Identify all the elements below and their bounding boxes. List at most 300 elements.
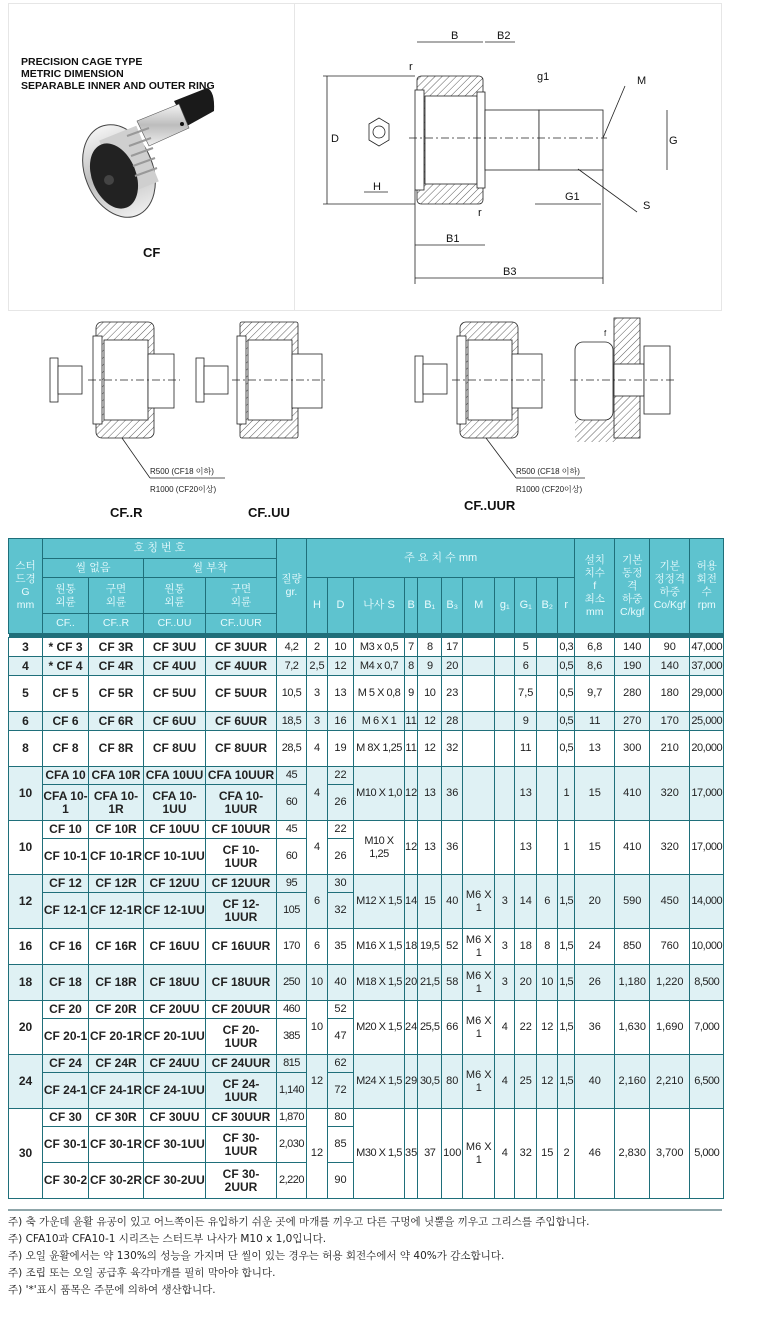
cell-r: 1 <box>558 821 575 875</box>
cell-part-number: CF 4R <box>89 657 144 676</box>
cell-part-number: CF 20- 1UUR <box>206 1019 277 1055</box>
cell-part-number: CF 30-1 <box>43 1127 89 1163</box>
variant-label-cf-uur: CF..UUR <box>464 498 516 513</box>
cell-part-number: CF 12UU <box>144 875 206 893</box>
svg-text:M: M <box>637 75 647 87</box>
cell-part-number: CF 12-1 <box>43 893 89 929</box>
cell-part-number: CF 24-1UU <box>144 1073 206 1109</box>
col-cyl-outer: 원통 외륜 <box>43 578 89 614</box>
cell-part-number: CF 24- 1UUR <box>206 1073 277 1109</box>
cell-part-number: CF 8R <box>89 731 144 767</box>
cell-g1 <box>495 657 515 676</box>
spec-table <box>8 538 724 1199</box>
cell-part-number: CF 3UU <box>144 638 206 657</box>
cell-f: 36 <box>575 1001 615 1055</box>
cell-stud-dia: 12 <box>9 875 43 929</box>
svg-text:B: B <box>451 30 459 42</box>
cell-g1: 4 <box>495 1055 515 1109</box>
code-cf-uu: CF..UU <box>144 614 206 634</box>
variant-drawings <box>0 312 780 522</box>
col-H: H <box>307 578 328 634</box>
cell-B1: 37 <box>418 1109 442 1199</box>
cell-part-number: CF 30R <box>89 1109 144 1127</box>
cell-H: 4 <box>307 821 328 875</box>
table-row <box>9 712 724 731</box>
cell-g1 <box>495 821 515 875</box>
cell-B3: 36 <box>442 821 463 875</box>
cell-mass: 105 <box>277 893 307 929</box>
cell-rpm: 14,000 <box>690 875 724 929</box>
cell-part-number: CF 5 <box>43 676 89 712</box>
cell-D: 52 <box>328 1001 354 1019</box>
cell-M <box>463 676 495 712</box>
cell-S: M3 x 0,5 <box>354 638 405 657</box>
cell-Co: 180 <box>650 676 690 712</box>
cell-B: 9 <box>405 676 418 712</box>
cell-part-number: CF 20UUR <box>206 1001 277 1019</box>
cell-rpm: 17,000 <box>690 767 724 821</box>
cell-D: 72 <box>328 1073 354 1109</box>
cell-stud-dia: 20 <box>9 1001 43 1055</box>
cell-S: M10 X 1,25 <box>354 821 405 875</box>
cell-B2: 15 <box>537 1109 558 1199</box>
cell-part-number: CFA 10UU <box>144 767 206 785</box>
cell-B1: 8 <box>418 638 442 657</box>
cell-part-number: CF 24-1 <box>43 1073 89 1109</box>
cell-H: 2 <box>307 638 328 657</box>
cell-part-number: CF 20UU <box>144 1001 206 1019</box>
cell-G1: 14 <box>515 875 537 929</box>
cell-B3: 80 <box>442 1055 463 1109</box>
cell-Co: 320 <box>650 767 690 821</box>
cell-B3: 58 <box>442 965 463 1001</box>
cell-M: M6 X 1 <box>463 1109 495 1199</box>
cell-g1: 3 <box>495 965 515 1001</box>
cell-Co: 450 <box>650 875 690 929</box>
cell-mass: 10,5 <box>277 676 307 712</box>
col-mass: 질량 gr. <box>277 539 307 634</box>
cell-part-number: CF 8UUR <box>206 731 277 767</box>
cell-f: 26 <box>575 965 615 1001</box>
col-B1: B₁ <box>418 578 442 634</box>
cell-B1: 13 <box>418 821 442 875</box>
cell-D: 10 <box>328 638 354 657</box>
cell-G1: 13 <box>515 767 537 821</box>
cell-B: 35 <box>405 1109 418 1199</box>
footnote: 주) 오일 윤활에서는 약 130%의 성능을 가지며 단 씰이 있는 경우는 허용 회전수에서 약 40%가 감소합니다. <box>8 1250 505 1262</box>
cell-g1: 3 <box>495 875 515 929</box>
cell-part-number: CF 30-1UU <box>144 1127 206 1163</box>
cell-B3: 17 <box>442 638 463 657</box>
cell-D: 22 <box>328 821 354 839</box>
footnote: 주) 축 가운데 윤활 유공이 있고 어느쪽이든 유입하기 쉬운 곳에 마개를 끼우고 다른 구멍에 닛뿔을 끼우고 그리스를 주입합니다. <box>8 1216 590 1228</box>
cell-H: 4 <box>307 767 328 821</box>
cell-H: 3 <box>307 712 328 731</box>
cell-part-number: CF 18UU <box>144 965 206 1001</box>
cell-B2: 12 <box>537 1001 558 1055</box>
cell-part-number: CF 5UUR <box>206 676 277 712</box>
cell-H: 6 <box>307 875 328 929</box>
svg-text:R500 (CF18 이하): R500 (CF18 이하) <box>150 467 214 476</box>
cell-rpm: 37,000 <box>690 657 724 676</box>
cell-D: 47 <box>328 1019 354 1055</box>
cell-part-number: CF 5R <box>89 676 144 712</box>
cell-B3: 20 <box>442 657 463 676</box>
table-row <box>9 875 724 893</box>
cell-mass: 1,140 <box>277 1073 307 1109</box>
svg-text:S: S <box>643 200 651 212</box>
code-cf-uur: CF..UUR <box>206 614 277 634</box>
cell-part-number: CF 30- 2UUR <box>206 1163 277 1199</box>
cell-mass: 1,870 <box>277 1109 307 1127</box>
svg-text:H: H <box>373 181 381 193</box>
cell-B: 11 <box>405 712 418 731</box>
col-B3: B₃ <box>442 578 463 634</box>
cell-part-number: CF 30 <box>43 1109 89 1127</box>
cell-D: 80 <box>328 1109 354 1127</box>
cell-Co: 140 <box>650 657 690 676</box>
cell-G1: 20 <box>515 965 537 1001</box>
cell-G1: 32 <box>515 1109 537 1199</box>
table-row <box>9 638 724 657</box>
cell-part-number: CF 30UU <box>144 1109 206 1127</box>
cell-B: 14 <box>405 875 418 929</box>
table-row <box>9 965 724 1001</box>
cell-rpm: 5,000 <box>690 1109 724 1199</box>
svg-text:R500 (CF18 이하): R500 (CF18 이하) <box>516 467 580 476</box>
footnote: 주) CFA10과 CFA10-1 시리즈는 스터드부 나사가 M10 x 1,0입니다. <box>8 1233 327 1245</box>
cell-B: 12 <box>405 767 418 821</box>
table-row <box>9 1001 724 1019</box>
cell-B2 <box>537 638 558 657</box>
cell-f: 13 <box>575 731 615 767</box>
cell-Co: 90 <box>650 638 690 657</box>
cell-part-number: CF 10-1 <box>43 839 89 875</box>
cell-f: 6,8 <box>575 638 615 657</box>
col-g1: g₁ <box>495 578 515 634</box>
col-speed: 허용 회전 수 rpm <box>690 539 724 634</box>
cell-part-number: CF 12R <box>89 875 144 893</box>
dimension-drawing <box>295 4 721 310</box>
svg-text:r: r <box>478 207 482 219</box>
cell-stud-dia: 30 <box>9 1109 43 1199</box>
cell-B2: 6 <box>537 875 558 929</box>
cell-r: 1 <box>558 767 575 821</box>
cell-B1: 15 <box>418 875 442 929</box>
cell-S: M10 X 1,0 <box>354 767 405 821</box>
cell-M <box>463 657 495 676</box>
cell-M: M6 X 1 <box>463 875 495 929</box>
cell-H: 10 <box>307 965 328 1001</box>
cell-G1: 22 <box>515 1001 537 1055</box>
cell-mass: 250 <box>277 965 307 1001</box>
cell-H: 3 <box>307 676 328 712</box>
cell-B1: 13 <box>418 767 442 821</box>
cell-r: 1,5 <box>558 1001 575 1055</box>
svg-text:R1000 (CF20이상): R1000 (CF20이상) <box>150 485 217 494</box>
cell-M: M6 X 1 <box>463 965 495 1001</box>
cell-part-number: CF 16UUR <box>206 929 277 965</box>
cell-part-number: CF 12- 1UUR <box>206 893 277 929</box>
cell-Co: 210 <box>650 731 690 767</box>
table-row <box>9 676 724 712</box>
cell-D: 19 <box>328 731 354 767</box>
table-row <box>9 1109 724 1127</box>
cell-part-number: CF 30UUR <box>206 1109 277 1127</box>
cell-part-number: CF 4UUR <box>206 657 277 676</box>
cell-stud-dia: 16 <box>9 929 43 965</box>
cell-Co: 2,210 <box>650 1055 690 1109</box>
cell-part-number: CF 12-1R <box>89 893 144 929</box>
cell-B2 <box>537 657 558 676</box>
cell-part-number: CFA 10R <box>89 767 144 785</box>
cell-B3: 23 <box>442 676 463 712</box>
cell-part-number: CF 5UU <box>144 676 206 712</box>
col-with-seal: 씰 부착 <box>144 559 277 578</box>
cell-D: 40 <box>328 965 354 1001</box>
cell-part-number: CF 3R <box>89 638 144 657</box>
cell-rpm: 20,000 <box>690 731 724 767</box>
table-row <box>9 929 724 965</box>
cell-M <box>463 712 495 731</box>
cell-G1: 13 <box>515 821 537 875</box>
svg-text:B3: B3 <box>503 266 517 278</box>
cell-part-number: CF 10UU <box>144 821 206 839</box>
cell-B1: 12 <box>418 731 442 767</box>
cell-part-number: * CF 3 <box>43 638 89 657</box>
cell-C: 410 <box>615 767 650 821</box>
cell-part-number: CF 20-1R <box>89 1019 144 1055</box>
cell-rpm: 6,500 <box>690 1055 724 1109</box>
cell-stud-dia: 8 <box>9 731 43 767</box>
cell-B3: 66 <box>442 1001 463 1055</box>
cell-D: 26 <box>328 785 354 821</box>
cell-part-number: CF 18 <box>43 965 89 1001</box>
cell-C: 1,180 <box>615 965 650 1001</box>
cell-f: 40 <box>575 1055 615 1109</box>
cell-Co: 1,220 <box>650 965 690 1001</box>
cell-M: M6 X 1 <box>463 1055 495 1109</box>
cell-part-number: CF 24 <box>43 1055 89 1073</box>
col-B: B <box>405 578 418 634</box>
col-D: D <box>328 578 354 634</box>
cell-rpm: 8,500 <box>690 965 724 1001</box>
cell-C: 300 <box>615 731 650 767</box>
col-designation: 호 칭 번 호 <box>43 539 277 559</box>
cell-G1: 25 <box>515 1055 537 1109</box>
cell-Co: 760 <box>650 929 690 965</box>
svg-text:D: D <box>331 133 339 145</box>
cell-stud-dia: 4 <box>9 657 43 676</box>
footnotes <box>8 1214 589 1299</box>
footnote: 주) 조립 또는 오일 공급후 육각마개를 필히 막아야 합니다. <box>8 1267 276 1279</box>
cell-B1: 30,5 <box>418 1055 442 1109</box>
col-crowned-outer: 구면 외륜 <box>89 578 144 614</box>
cell-part-number: CF 12UUR <box>206 875 277 893</box>
cell-S: M12 X 1,5 <box>354 875 405 929</box>
cell-mass: 4,2 <box>277 638 307 657</box>
title-line: SEPARABLE INNER AND OUTER RING <box>21 80 215 92</box>
cell-r: 0,5 <box>558 731 575 767</box>
cell-mass: 815 <box>277 1055 307 1073</box>
cell-C: 140 <box>615 638 650 657</box>
cell-B: 7 <box>405 638 418 657</box>
cell-g1 <box>495 638 515 657</box>
cell-stud-dia: 5 <box>9 676 43 712</box>
cell-f: 20 <box>575 875 615 929</box>
cell-part-number: CF 6 <box>43 712 89 731</box>
cell-H: 6 <box>307 929 328 965</box>
cell-f: 9,7 <box>575 676 615 712</box>
cell-part-number: CF 10UUR <box>206 821 277 839</box>
table-row <box>9 731 724 767</box>
cell-D: 30 <box>328 875 354 893</box>
cell-C: 1,630 <box>615 1001 650 1055</box>
cell-B2 <box>537 731 558 767</box>
cell-Co: 1,690 <box>650 1001 690 1055</box>
cell-f: 46 <box>575 1109 615 1199</box>
col-stud-diameter: 스터 드경 G mm <box>9 539 43 634</box>
cell-f: 11 <box>575 712 615 731</box>
cell-B1: 19,5 <box>418 929 442 965</box>
cell-stud-dia: 10 <box>9 821 43 875</box>
cell-mass: 2,220 <box>277 1163 307 1199</box>
cell-B: 24 <box>405 1001 418 1055</box>
cell-mass: 460 <box>277 1001 307 1019</box>
product-photo-panel <box>8 3 295 311</box>
cell-rpm: 10,000 <box>690 929 724 965</box>
svg-text:G1: G1 <box>565 191 580 203</box>
cell-C: 2,830 <box>615 1109 650 1199</box>
cell-B2 <box>537 821 558 875</box>
cell-part-number: CF 30- 1UUR <box>206 1127 277 1163</box>
svg-text:g1: g1 <box>537 71 550 83</box>
svg-text:B2: B2 <box>497 30 511 42</box>
cell-B3: 28 <box>442 712 463 731</box>
cell-part-number: CF 3UUR <box>206 638 277 657</box>
cell-part-number: CF 10-1UU <box>144 839 206 875</box>
cell-part-number: CF 16 <box>43 929 89 965</box>
cell-part-number: CF 10- 1UUR <box>206 839 277 875</box>
cell-part-number: CF 24-1R <box>89 1073 144 1109</box>
cell-H: 12 <box>307 1109 328 1199</box>
cell-part-number: CF 30-2UU <box>144 1163 206 1199</box>
cell-part-number: CF 8UU <box>144 731 206 767</box>
cell-D: 35 <box>328 929 354 965</box>
cell-part-number: CF 8 <box>43 731 89 767</box>
table-row <box>9 821 724 839</box>
cell-B2 <box>537 712 558 731</box>
cell-part-number: * CF 4 <box>43 657 89 676</box>
cell-C: 590 <box>615 875 650 929</box>
cell-r: 0,5 <box>558 676 575 712</box>
cell-B1: 25,5 <box>418 1001 442 1055</box>
cell-part-number: CF 18UUR <box>206 965 277 1001</box>
cell-mass: 18,5 <box>277 712 307 731</box>
cell-G1: 6 <box>515 657 537 676</box>
col-r: r <box>558 578 575 634</box>
cell-S: M20 X 1,5 <box>354 1001 405 1055</box>
cell-S: M24 X 1,5 <box>354 1055 405 1109</box>
cell-B2: 8 <box>537 929 558 965</box>
cell-stud-dia: 24 <box>9 1055 43 1109</box>
cell-B1: 21,5 <box>418 965 442 1001</box>
cell-H: 2,5 <box>307 657 328 676</box>
cell-M: M6 X 1 <box>463 1001 495 1055</box>
cell-G1: 18 <box>515 929 537 965</box>
cell-S: M16 X 1,5 <box>354 929 405 965</box>
cell-r: 2 <box>558 1109 575 1199</box>
cell-part-number: CF 6UUR <box>206 712 277 731</box>
cell-B: 29 <box>405 1055 418 1109</box>
cell-r: 1,5 <box>558 875 575 929</box>
cell-S: M 5 X 0,8 <box>354 676 405 712</box>
cell-r: 0,3 <box>558 638 575 657</box>
cell-part-number: CF 10R <box>89 821 144 839</box>
cell-part-number: CF 6R <box>89 712 144 731</box>
cell-C: 270 <box>615 712 650 731</box>
cell-part-number: CF 16R <box>89 929 144 965</box>
cell-mass: 385 <box>277 1019 307 1055</box>
col-crowned-outer-seal: 구면 외륜 <box>206 578 277 614</box>
cell-g1 <box>495 712 515 731</box>
cell-D: 62 <box>328 1055 354 1073</box>
cell-part-number: CF 10 <box>43 821 89 839</box>
cell-M <box>463 638 495 657</box>
cell-part-number: CF 20-1 <box>43 1019 89 1055</box>
cell-D: 22 <box>328 767 354 785</box>
cell-mass: 60 <box>277 839 307 875</box>
cell-S: M 6 X 1 <box>354 712 405 731</box>
cell-g1: 4 <box>495 1109 515 1199</box>
cell-H: 4 <box>307 731 328 767</box>
cell-D: 12 <box>328 657 354 676</box>
dimension-drawing-panel <box>294 3 722 311</box>
cell-G1: 7,5 <box>515 676 537 712</box>
svg-text:r: r <box>409 61 413 73</box>
product-model-label: CF <box>143 245 161 260</box>
col-M: M <box>463 578 495 634</box>
cell-B1: 10 <box>418 676 442 712</box>
cell-M: M6 X 1 <box>463 929 495 965</box>
col-dynamic-load: 기본 동정 격 하중 C/kgf <box>615 539 650 634</box>
cell-g1: 3 <box>495 929 515 965</box>
cell-mass: 60 <box>277 785 307 821</box>
cell-G1: 9 <box>515 712 537 731</box>
cell-B3: 32 <box>442 731 463 767</box>
cell-B3: 40 <box>442 875 463 929</box>
cell-part-number: CF 12-1UU <box>144 893 206 929</box>
cell-part-number: CF 24UU <box>144 1055 206 1073</box>
cell-r: 0,5 <box>558 657 575 676</box>
cell-part-number: CF 20R <box>89 1001 144 1019</box>
cell-part-number: CF 24R <box>89 1055 144 1073</box>
cell-C: 190 <box>615 657 650 676</box>
cell-B: 12 <box>405 821 418 875</box>
cell-g1 <box>495 731 515 767</box>
cell-B1: 12 <box>418 712 442 731</box>
title-line: METRIC DIMENSION <box>21 68 124 80</box>
cell-B: 8 <box>405 657 418 676</box>
cell-B3: 100 <box>442 1109 463 1199</box>
cell-part-number: CF 16UU <box>144 929 206 965</box>
cell-B1: 9 <box>418 657 442 676</box>
cell-g1 <box>495 767 515 821</box>
cell-mass: 2,030 <box>277 1127 307 1163</box>
col-B2: B₂ <box>537 578 558 634</box>
col-G1: G₁ <box>515 578 537 634</box>
cell-rpm: 29,000 <box>690 676 724 712</box>
